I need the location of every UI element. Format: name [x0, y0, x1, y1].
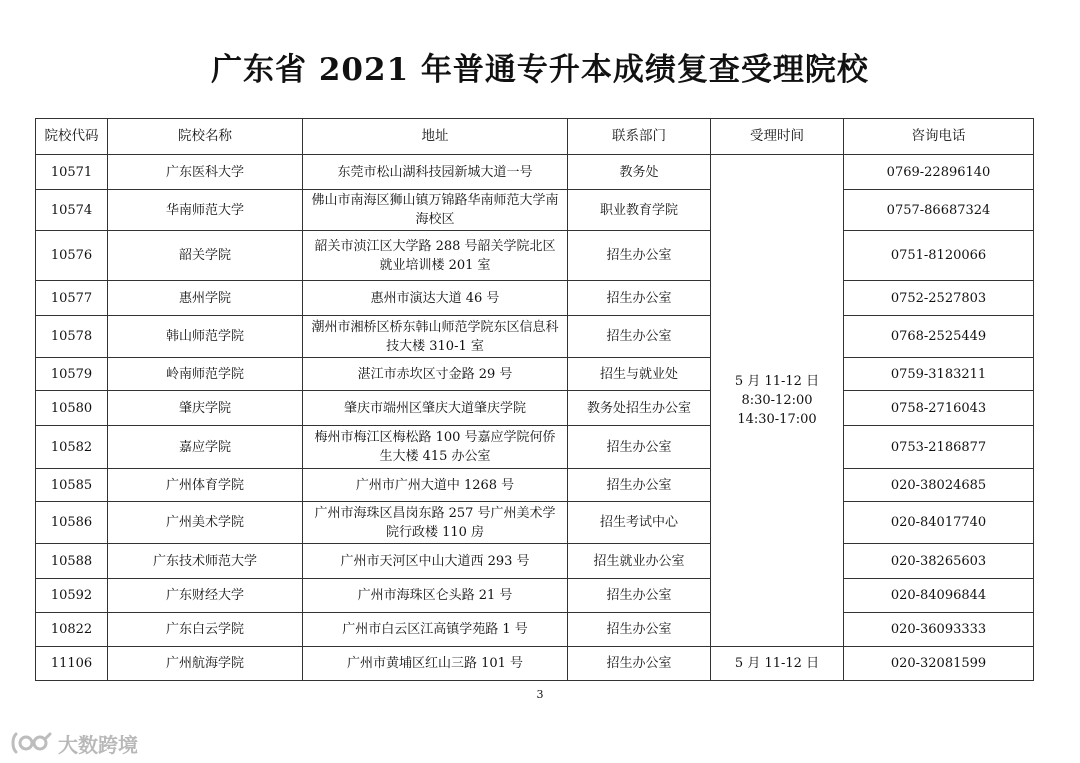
- table-row: [36, 391, 1034, 426]
- table-row: [36, 316, 1034, 358]
- cell-address: 肇庆市端州区肇庆大道肇庆学院: [303, 391, 568, 426]
- cell-name: 广东财经大学: [108, 579, 303, 613]
- header-address: 地址: [303, 119, 568, 155]
- watermark: [10, 728, 138, 758]
- table-row: [36, 544, 1034, 579]
- institution-table: [35, 118, 1034, 681]
- cell-name: 肇庆学院: [108, 391, 303, 426]
- table-header-row: [36, 119, 1034, 155]
- page-title: 广东省 2021 年普通专升本成绩复查受理院校: [211, 52, 869, 88]
- cell-address: 广州市黄埔区红山三路 101 号: [303, 647, 568, 681]
- cell-name: 韶关学院: [108, 231, 303, 281]
- header-name: 院校名称: [108, 119, 303, 155]
- cell-address: 韶关市浈江区大学路 288 号韶关学院北区就业培训楼 201 室: [303, 231, 568, 281]
- cell-code: 10577: [36, 281, 108, 316]
- cell-code: 10586: [36, 502, 108, 544]
- cell-phone: 0757-86687324: [844, 190, 1034, 231]
- cell-dept: 招生办公室: [568, 316, 711, 358]
- table-row: [36, 281, 1034, 316]
- table-row: [36, 358, 1034, 391]
- cell-name: 嘉应学院: [108, 426, 303, 469]
- cell-dept: 教务处招生办公室: [568, 391, 711, 426]
- cell-dept: 招生与就业处: [568, 358, 711, 391]
- cell-address: 广州市海珠区仑头路 21 号: [303, 579, 568, 613]
- cell-phone: 0768-2525449: [844, 316, 1034, 358]
- cell-address: 惠州市演达大道 46 号: [303, 281, 568, 316]
- cell-dept: 职业教育学院: [568, 190, 711, 231]
- cell-phone: 0751-8120066: [844, 231, 1034, 281]
- cell-phone: 0752-2527803: [844, 281, 1034, 316]
- cell-code: 10571: [36, 155, 108, 190]
- cell-dept: 教务处: [568, 155, 711, 190]
- logo-icon: [10, 730, 52, 756]
- cell-time-merged: [711, 155, 844, 647]
- cell-address: 梅州市梅江区梅松路 100 号嘉应学院何侨生大楼 415 办公室: [303, 426, 568, 469]
- cell-name: 惠州学院: [108, 281, 303, 316]
- cell-address: 广州市天河区中山大道西 293 号: [303, 544, 568, 579]
- cell-phone: 020-38265603: [844, 544, 1034, 579]
- cell-dept: 招生办公室: [568, 469, 711, 502]
- cell-code: 10580: [36, 391, 108, 426]
- header-code: 院校代码: [36, 119, 108, 155]
- cell-phone: 0769-22896140: [844, 155, 1034, 190]
- cell-address: 东莞市松山湖科技园新城大道一号: [303, 155, 568, 190]
- table-row: [36, 613, 1034, 647]
- header-time: 受理时间: [711, 119, 844, 155]
- cell-dept: 招生办公室: [568, 647, 711, 681]
- table-row: [36, 579, 1034, 613]
- cell-code: 10585: [36, 469, 108, 502]
- table-row: [36, 231, 1034, 281]
- cell-address: 佛山市南海区狮山镇万锦路华南师范大学南海校区: [303, 190, 568, 231]
- cell-name: 广东医科大学: [108, 155, 303, 190]
- page-number: 3: [536, 688, 544, 701]
- table-row: [36, 190, 1034, 231]
- cell-dept: 招生办公室: [568, 579, 711, 613]
- cell-time-last: 5 月 11-12 日: [711, 647, 844, 681]
- cell-code: 10592: [36, 579, 108, 613]
- table-row: [36, 647, 1034, 681]
- cell-code: 10574: [36, 190, 108, 231]
- cell-code: 10578: [36, 316, 108, 358]
- header-phone: 咨询电话: [844, 119, 1034, 155]
- cell-dept: 招生办公室: [568, 426, 711, 469]
- cell-code: 10822: [36, 613, 108, 647]
- cell-name: 广州航海学院: [108, 647, 303, 681]
- cell-phone: 0758-2716043: [844, 391, 1034, 426]
- cell-phone: 020-84096844: [844, 579, 1034, 613]
- cell-code: 10588: [36, 544, 108, 579]
- table-row: [36, 502, 1034, 544]
- cell-dept: 招生办公室: [568, 231, 711, 281]
- cell-dept: 招生就业办公室: [568, 544, 711, 579]
- cell-name: 广东技术师范大学: [108, 544, 303, 579]
- cell-code: 10576: [36, 231, 108, 281]
- cell-name: 广东白云学院: [108, 613, 303, 647]
- cell-phone: 0753-2186877: [844, 426, 1034, 469]
- cell-code: 10579: [36, 358, 108, 391]
- cell-name: 韩山师范学院: [108, 316, 303, 358]
- header-dept: 联系部门: [568, 119, 711, 155]
- cell-address: 潮州市湘桥区桥东韩山师范学院东区信息科技大楼 310-1 室: [303, 316, 568, 358]
- time-pm: 14:30-17:00: [737, 412, 817, 427]
- cell-address: 广州市海珠区昌岗东路 257 号广州美术学院行政楼 110 房: [303, 502, 568, 544]
- cell-name: 华南师范大学: [108, 190, 303, 231]
- time-am: 8:30-12:00: [741, 393, 813, 408]
- cell-name: 广州美术学院: [108, 502, 303, 544]
- cell-code: 10582: [36, 426, 108, 469]
- cell-address: 广州市白云区江高镇学苑路 1 号: [303, 613, 568, 647]
- cell-address: 湛江市赤坎区寸金路 29 号: [303, 358, 568, 391]
- table-row: [36, 469, 1034, 502]
- cell-dept: 招生办公室: [568, 613, 711, 647]
- cell-address: 广州市广州大道中 1268 号: [303, 469, 568, 502]
- cell-name: 广州体育学院: [108, 469, 303, 502]
- cell-name: 岭南师范学院: [108, 358, 303, 391]
- cell-code: 11106: [36, 647, 108, 681]
- cell-phone: 020-36093333: [844, 613, 1034, 647]
- cell-phone: 0759-3183211: [844, 358, 1034, 391]
- cell-phone: 020-38024685: [844, 469, 1034, 502]
- time-date: 5 月 11-12 日: [734, 374, 820, 389]
- table-row: [36, 426, 1034, 469]
- cell-dept: 招生考试中心: [568, 502, 711, 544]
- watermark-text: 大数跨境: [58, 732, 138, 757]
- cell-dept: 招生办公室: [568, 281, 711, 316]
- table-row: [36, 155, 1034, 190]
- cell-phone: 020-84017740: [844, 502, 1034, 544]
- cell-phone: 020-32081599: [844, 647, 1034, 681]
